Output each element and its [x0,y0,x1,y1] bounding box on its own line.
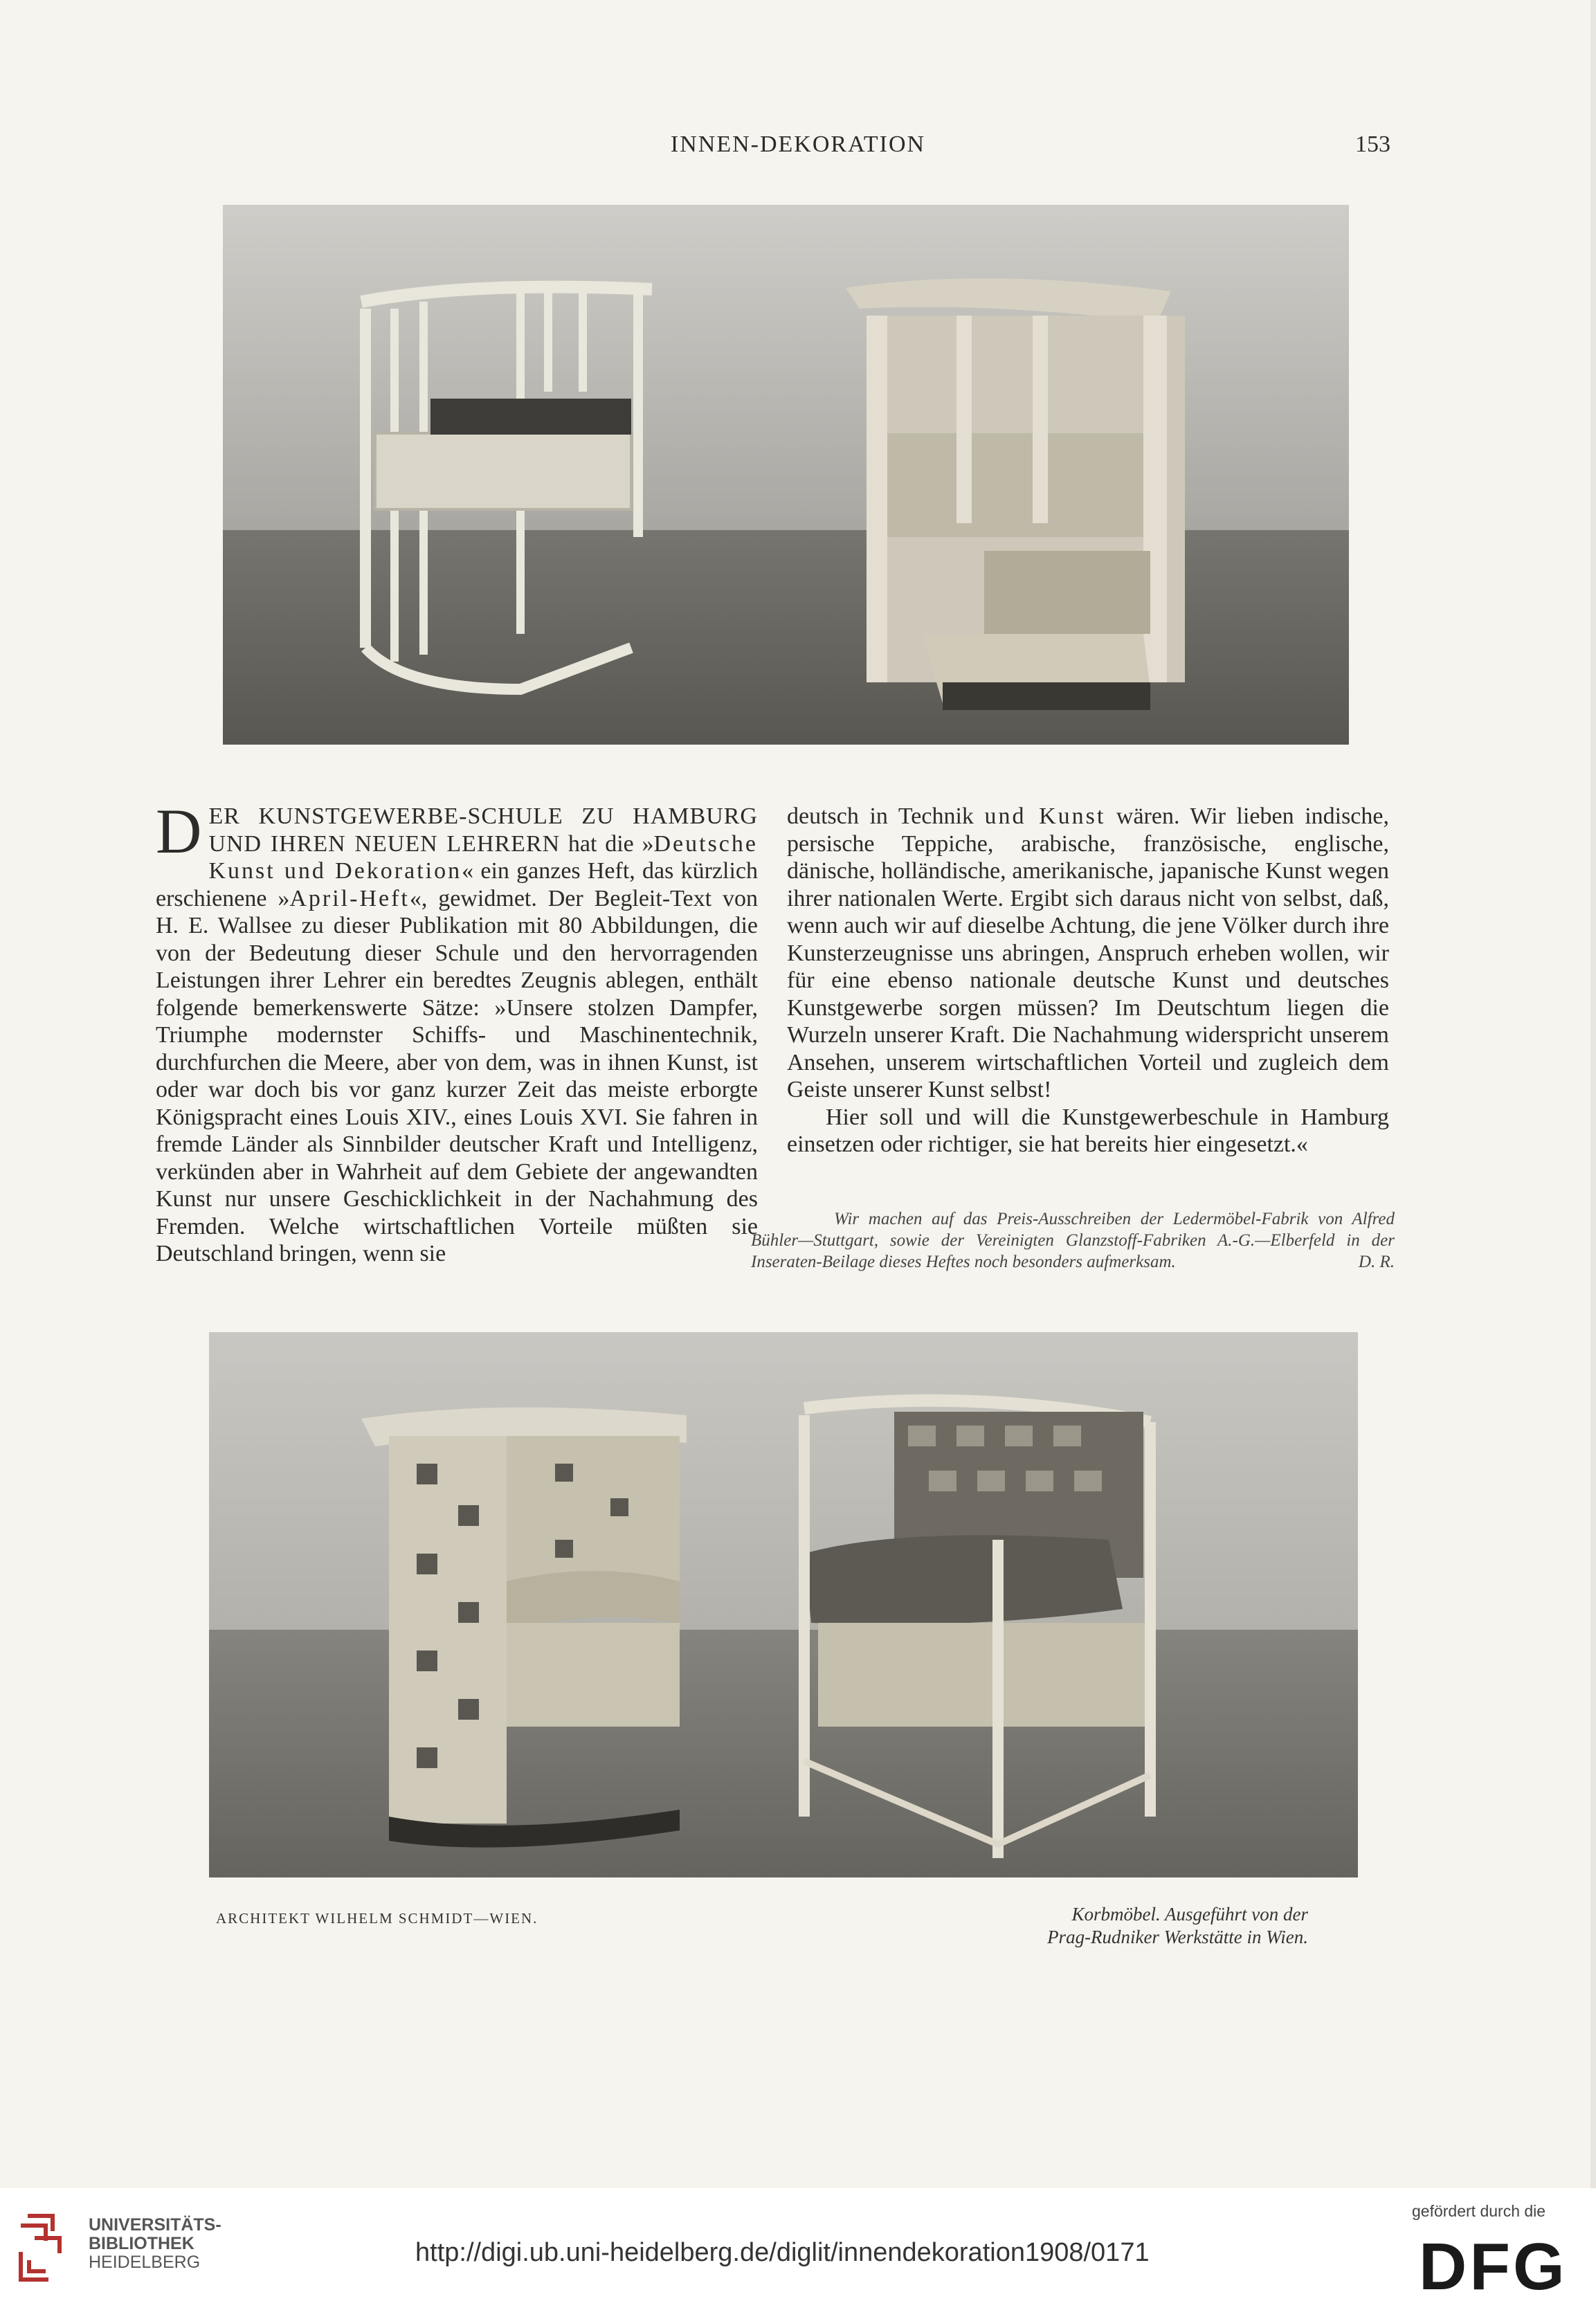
article-paragraph-1 [156,796,758,1268]
photo-wicker-chairs-top-image [223,205,1349,745]
running-title: INNEN-DEKORATION [670,131,926,157]
issue-title: April-Heft [289,885,410,911]
library-name [89,2216,221,2272]
caption-description-line-1: Korbmöbel. Ausgeführt von der [1071,1904,1308,1925]
permalink-url[interactable]: http://digi.ub.uni-heidelberg.de/diglit/innendekoration1908/0171 [415,2238,1150,2267]
editorial-footnote [751,1208,1395,1273]
article-paragraph-1-continued [787,803,1389,1104]
footnote-signature: D. R. [1358,1253,1395,1271]
page-number: 153 [1355,131,1390,157]
photo-wicker-chairs-bottom-image [209,1332,1358,1877]
text-span: wären. Wir lieben indische, persische Teppiche, arabische, französische, englische, dänische, holländische, amerikanische, japanische Kunst wegen ihrer nationalen Werte. Ergibt sich daraus nicht von selbst, daß, wenn auch wir auf dieselbe Achtung, die jene Völker durch ihre Kunsterzeugnisse uns abringen, Anspruch erheben wollen, wir für eine ebenso nationale deutsche Kunst und deutsches Kunstgewerbe sorgen müssen? Im Deutschtum liegen die Wurzeln unserer Kraft. Die Nachahmung widerspricht unserem Ansehen, unserem wirtschaftlichen Vorteil und zugleich dem Geiste unserer Kunst selbst! [787,803,1389,1102]
dropcap: D [156,796,202,866]
footnote-text: Wir machen auf das Preis-Ausschreiben der Ledermöbel-Fabrik von Alfred Bühler—Stuttgart, sowie der Vereinigten Glanzstoff-Fabriken A.-G.—Elberfeld in der Inseraten-Beilage dieses Heftes noch besonders aufmerksam. [751,1210,1395,1271]
text-span: « ein ganzes Heft, das kürzlich erschienene » [156,858,758,911]
magazine-title: Deutsche Kunst und Dekoration [208,830,758,884]
text-span: «, gewidmet. Der Begleit-Text von H. E. Wallsee zu dieser Publikation mit 80 Abbildungen, die von der Bedeutung dieser Schule und den hervorragenden Leistungen ihrer Lehrer ein beredtes Zeugnis ablegen, enthält folgende bemerkenswerte Sätze: »Unsere stolzen Dampfer, Triumphe modernster Schiffs- und Maschinentechnik, durchfurchen die Meere, aber von dem, was in ihnen Kunst, ist oder war doch bis vor ganz kurzer Zeit das meiste erborgte Königspracht eines Louis XIV., eines Louis XVI. Sie fahren in fremde Länder als Sinnbilder deutscher Kraft und Intelligenz, verkünden aber in Wahrheit auf dem Gebiete der angewandten Kunst nur unsere Geschicklichkeit in der Nachahmung des Fremden. Welche wirtschaftlichen Vorteile müßten sie Deutschland bringen, wenn sie [156,885,758,1266]
lead-caps: ER KUNSTGEWERBE-SCHULE ZU HAMBURG UND IHREN NEUEN LEHRERN [208,803,758,857]
ub-heidelberg-logo-icon [14,2210,69,2286]
digitization-footer [0,2188,1596,2310]
photo-wicker-chairs-bottom [209,1332,1358,1877]
spaced-phrase: und Kunst [984,803,1106,829]
library-name-line-3: HEIDELBERG [89,2253,201,2272]
page-edge [1590,0,1596,2310]
caption-description [955,1903,1308,1949]
funding-label: gefördert durch die [1412,2202,1546,2220]
caption-description-line-2: Prag-Rudniker Werkstätte in Wien. [1047,1927,1308,1947]
article-column-left [156,796,758,1268]
armchair-right-top [846,278,1185,710]
running-head [0,131,1596,166]
photo-wicker-chairs-top [223,205,1349,745]
dfg-logo-icon: DFG [1419,2230,1568,2304]
text-span: deutsch in Technik [787,803,985,829]
article-paragraph-2: Hier soll und will die Kunstgewerbeschule in Hamburg einsetzen oder richtiger, sie hat bereits hier eingesetzt.« [787,1104,1389,1157]
library-name-line-1: UNIVERSITÄTS- [89,2215,221,2235]
library-name-line-2: BIBLIOTHEK [89,2234,194,2253]
leather-seat-cushion [430,399,631,435]
text-span: hat die » [560,830,654,857]
dark-base-band [943,682,1150,710]
caption-architect: ARCHITEKT WILHELM SCHMIDT—WIEN. [216,1910,538,1927]
article-column-right [787,803,1389,1158]
